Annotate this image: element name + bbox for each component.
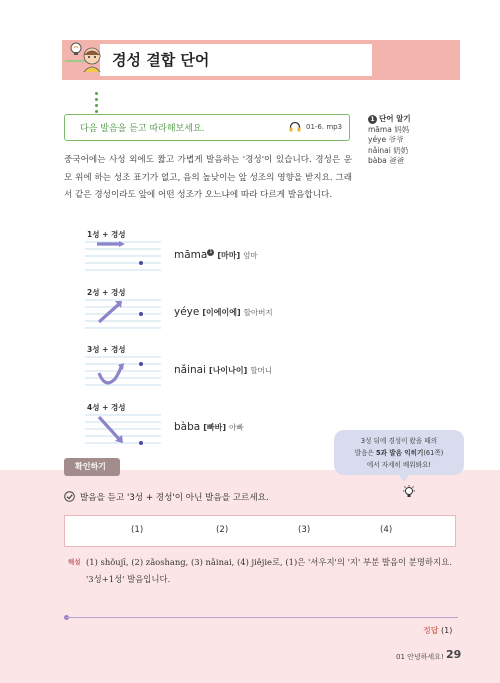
vocab-item: yéye 爷爷 xyxy=(368,135,404,144)
check-tag-label: 확인하기 xyxy=(75,462,106,471)
check-circle-icon xyxy=(64,491,75,502)
audio-track-label[interactable]: 01-6. mp3 xyxy=(306,123,343,131)
tone-pinyin-2: yéye [이에이에] 할아버지 xyxy=(174,306,273,318)
footer-chapter: 01 안녕하세요! xyxy=(396,653,444,661)
explanation-tag: 해설 xyxy=(68,558,81,566)
tone-pinyin-4: bàba [빠바] 아빠 xyxy=(174,421,244,433)
tip-text: 3성 뒤에 경성이 왔을 때의 발음은 5과 발음 익히기(61쪽) 에서 자세히 배워봐요! xyxy=(354,437,444,469)
vocab-item: bàba 爸爸 xyxy=(368,156,405,165)
divider-dots xyxy=(95,92,99,116)
explanation-text: (1) shǒujī, (2) zǎoshang, (3) nǎinai, (4) jiějie로, (1)은 '셔우지'의 '지' 부분 발음이 분명하지요. '3성+1성' 발음입니다. xyxy=(86,557,452,584)
instruction-text: 다음 발음을 듣고 따라해보세요. xyxy=(80,124,205,134)
vocab-heading: 1 단어 알기 xyxy=(368,114,411,125)
choice-4[interactable]: (4) xyxy=(380,525,393,535)
question-text: 발음을 듣고 '3성 + 경성'이 아닌 발음을 고르세요. xyxy=(80,493,269,503)
tone-label-4: 4성 + 경성 xyxy=(87,403,126,412)
character-icon xyxy=(80,46,104,72)
tone-pinyin-1: māma 1 [마마] 엄마 xyxy=(174,249,258,261)
tone-label-2: 2성 + 경성 xyxy=(87,288,126,297)
choice-3[interactable]: (3) xyxy=(298,525,311,535)
intro-paragraph: 중국어에는 사성 외에도 짧고 가볍게 발음하는 '경성'이 있습니다. 경성은 운모 위에 하는 성조 표기가 없고, 음의 높낮이는 앞 성조의 영향을 받지요. 그래서 같은 경성이라도 앞에 어떤 성조가 오느냐에 따라 다르게 발음합니다. xyxy=(64,155,352,200)
tone-staff-4 xyxy=(85,413,161,447)
tone-staff-2 xyxy=(85,298,161,332)
choice-1[interactable]: (1) xyxy=(131,525,144,535)
vocab-sidebar xyxy=(368,114,411,167)
tone-label-3: 3성 + 경성 xyxy=(87,345,126,354)
page-number: 29 xyxy=(446,648,462,661)
tone-pinyin-3: nǎinai [나이나이] 할머니 xyxy=(174,364,273,376)
lamp-icon xyxy=(402,485,416,499)
tone-label-1: 1성 + 경성 xyxy=(87,230,126,239)
vocab-item: māma 妈妈 xyxy=(368,124,410,134)
choices-box xyxy=(64,515,456,547)
choice-2[interactable]: (2) xyxy=(216,525,229,535)
tip-bubble-tail xyxy=(398,474,410,482)
tone-staff-1 xyxy=(85,240,161,274)
headphones-icon[interactable] xyxy=(289,121,301,132)
answer-key: 정답 (1) xyxy=(423,626,453,635)
vocab-item: nǎinai 奶奶 xyxy=(368,145,409,155)
page-title: 경성 결합 단어 xyxy=(112,51,210,69)
tone-staff-3 xyxy=(85,355,161,389)
separator-line xyxy=(66,617,458,618)
